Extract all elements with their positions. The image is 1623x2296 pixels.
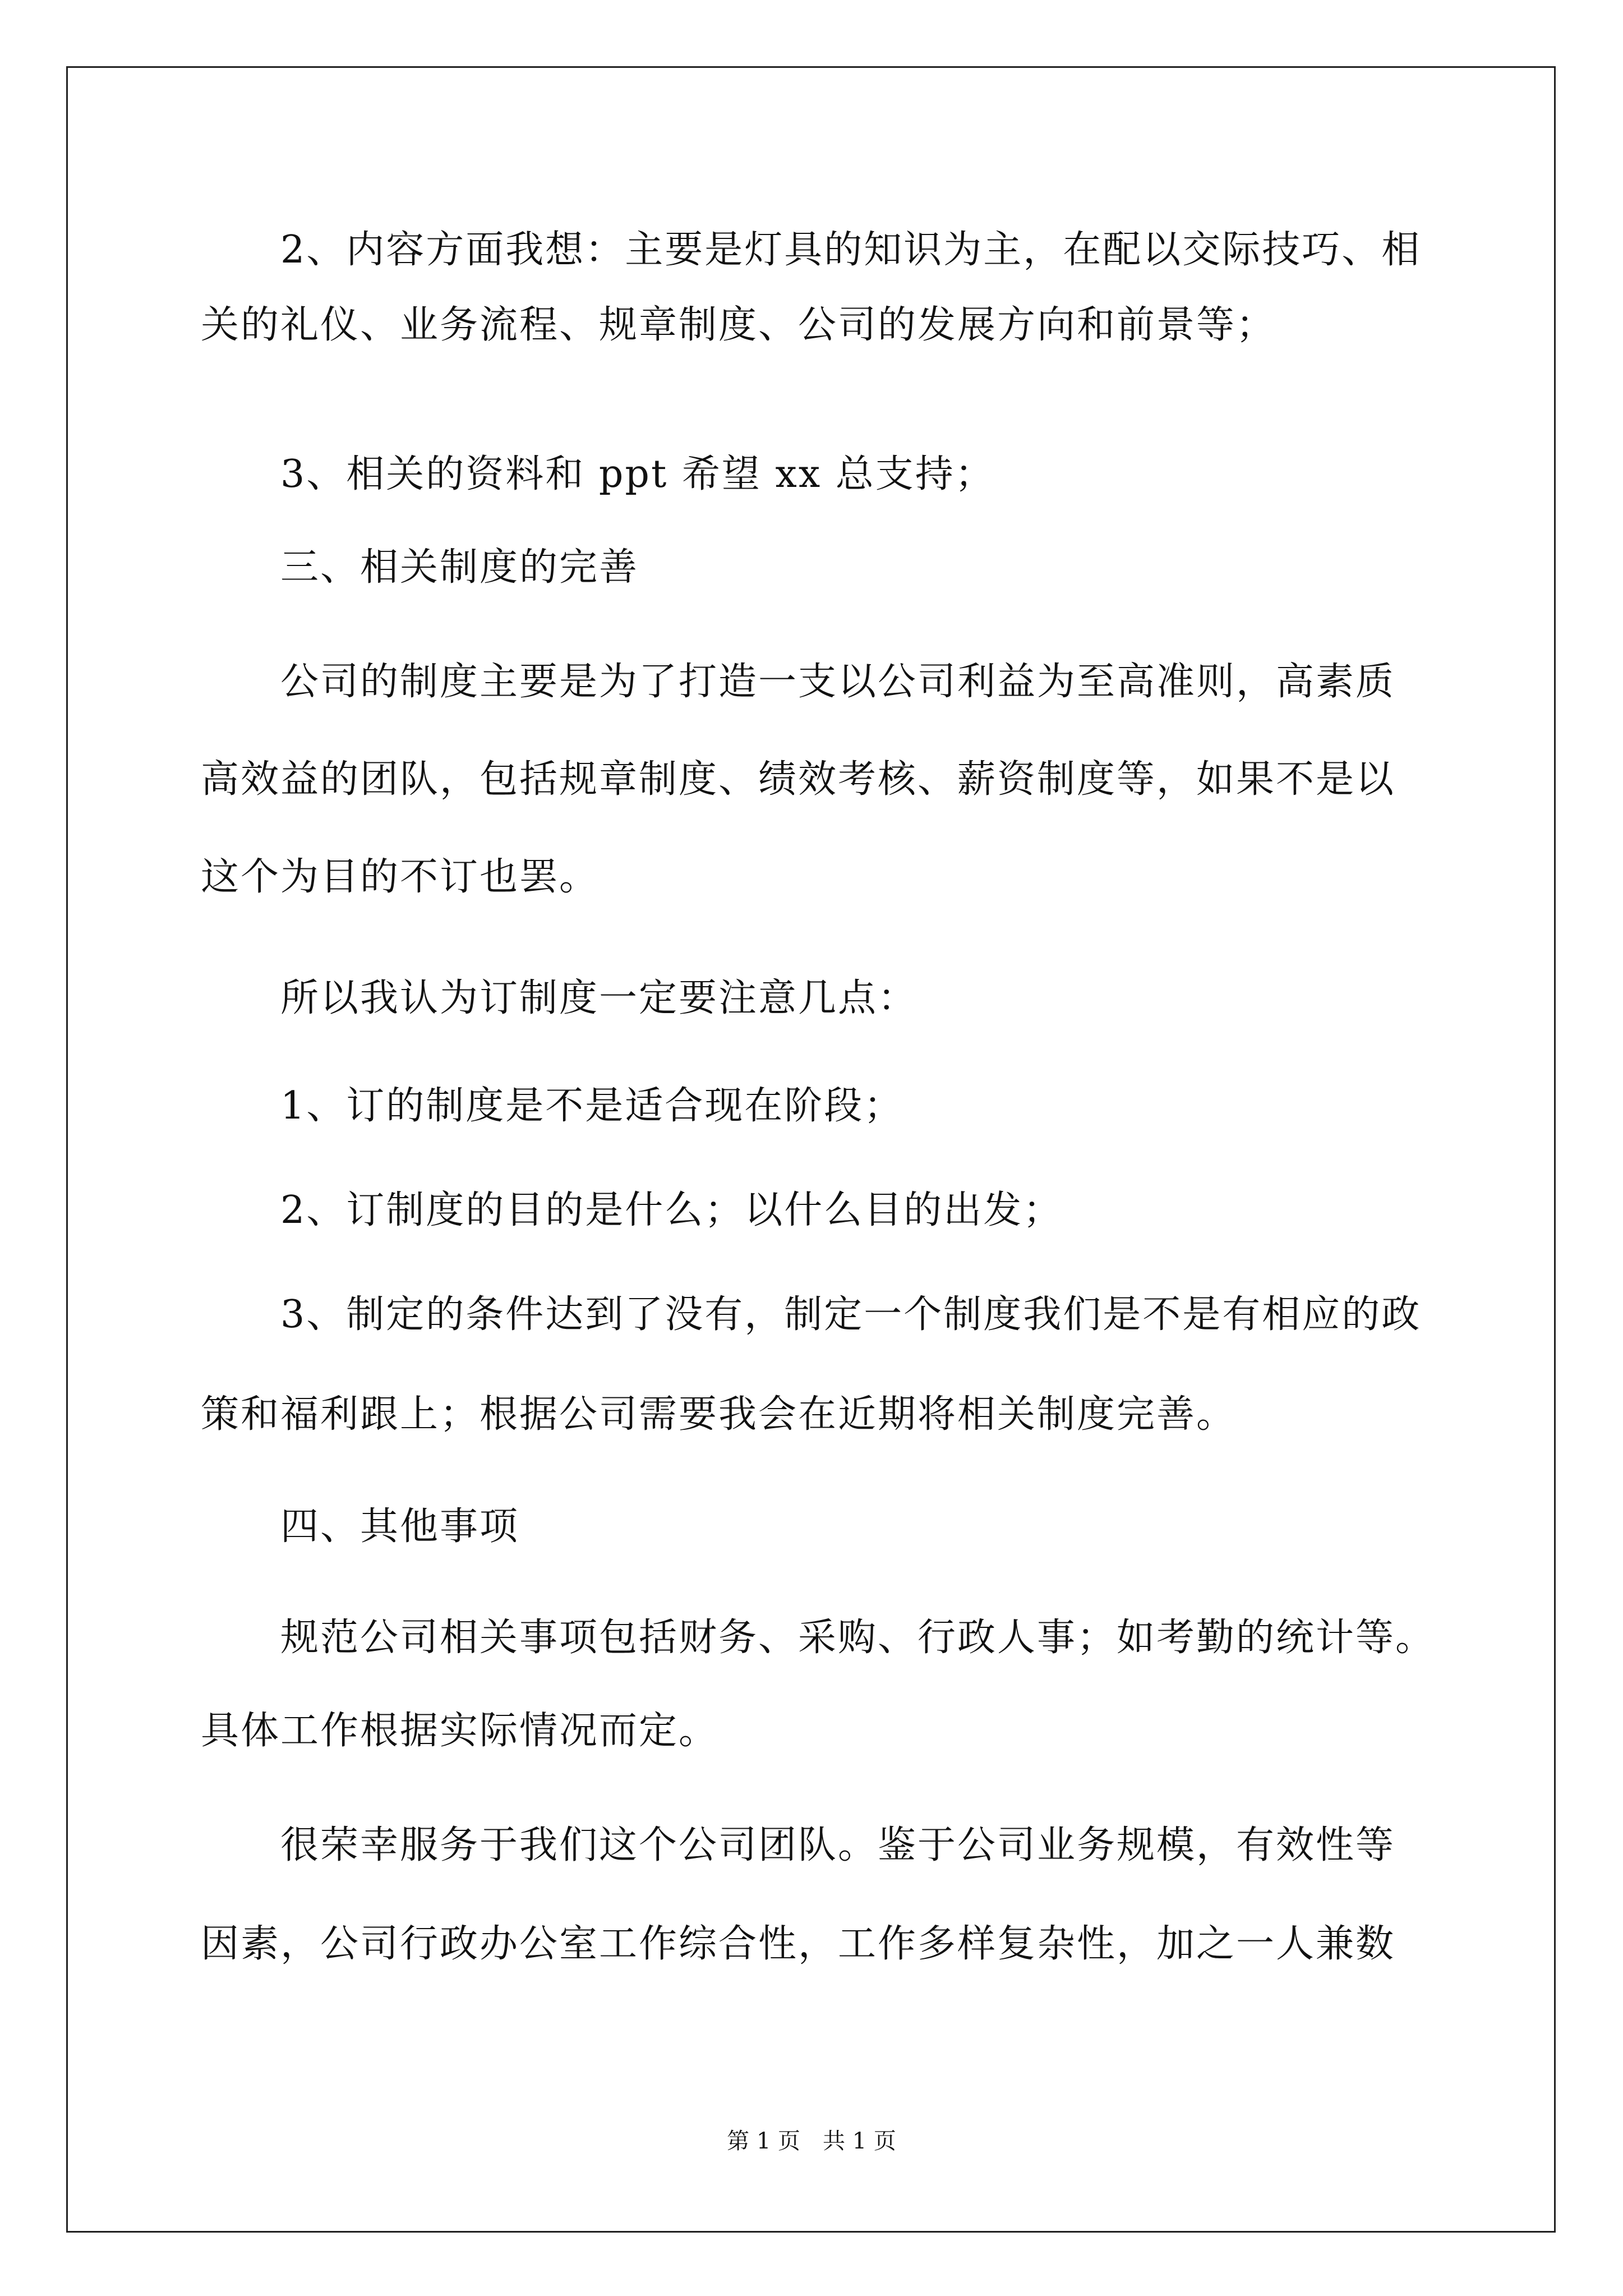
list-item: 3、制定的条件达到了没有，制定一个制度我们是不是有相应的政 <box>280 1292 1422 1337</box>
paragraph-line: 这个为目的不订也罢。 <box>201 855 600 899</box>
paragraph-line: 关的礼仪、业务流程、规章制度、公司的发展方向和前景等； <box>201 303 1276 347</box>
page-border <box>66 66 1556 2233</box>
section-heading: 三、相关制度的完善 <box>280 545 639 590</box>
paragraph-line: 策和福利跟上；根据公司需要我会在近期将相关制度完善。 <box>201 1392 1237 1437</box>
paragraph-line: 很荣幸服务于我们这个公司团队。鉴于公司业务规模，有效性等 <box>280 1823 1396 1867</box>
paragraph-line: 3、相关的资料和 ppt 希望 xx 总支持； <box>280 452 995 496</box>
paragraph-line: 具体工作根据实际情况而定。 <box>201 1709 719 1753</box>
paragraph-line: 所以我认为订制度一定要注意几点： <box>280 976 918 1020</box>
list-item: 1、订的制度是不是适合现在阶段； <box>280 1084 904 1128</box>
paragraph-line: 因素，公司行政办公室工作综合性，工作多样复杂性，加之一人兼数 <box>201 1922 1396 1966</box>
paragraph-line: 公司的制度主要是为了打造一支以公司利益为至高准则，高素质 <box>280 660 1396 704</box>
paragraph-line: 规范公司相关事项包括财务、采购、行政人事；如考勤的统计等。 <box>280 1616 1436 1660</box>
paragraph-line: 2、内容方面我想：主要是灯具的知识为主，在配以交际技巧、相 <box>280 228 1422 272</box>
list-item: 2、订制度的目的是什么；以什么目的出发； <box>280 1188 1063 1232</box>
section-heading: 四、其他事项 <box>280 1504 520 1549</box>
paragraph-line: 高效益的团队，包括规章制度、绩效考核、薪资制度等，如果不是以 <box>201 757 1396 802</box>
page-footer: 第 1 页 共 1 页 <box>727 2128 896 2154</box>
